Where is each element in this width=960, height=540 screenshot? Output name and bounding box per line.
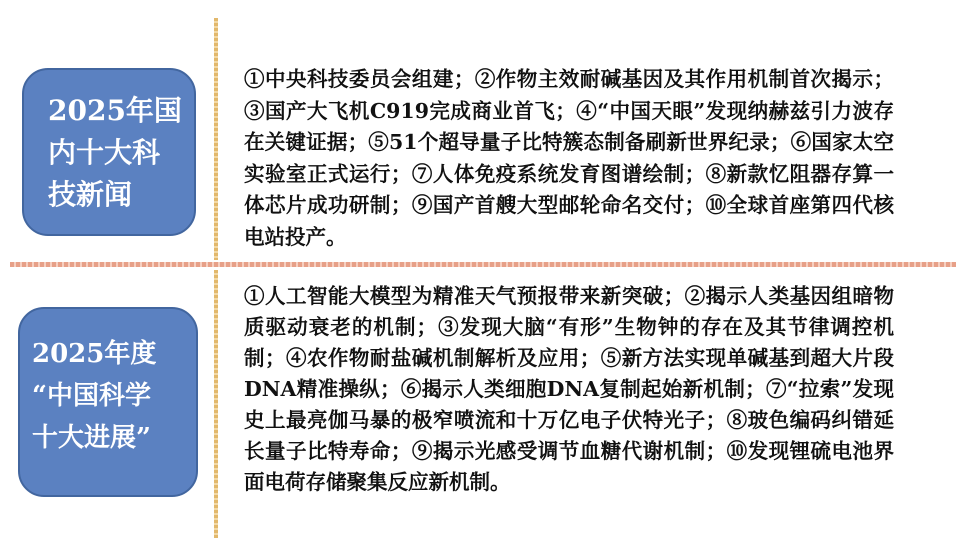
section2-title-box <box>18 307 198 497</box>
section2-title-line-2: “中国科学 <box>32 381 151 411</box>
section1-news-list: ①中央科技委员会组建；②作物主效耐碱基因及其作用机制首次揭示；③国产大飞机C919完成商业首飞；④“中国天眼”发现纳赫兹引力波存在关键证据；⑤51个超导量子比特簇态制备刷新世界纪录；⑥国家太空实验室正式运行；⑦人体免疫系统发育图谱绘制；⑧新款忆阻器存算一体芯片成功研制；⑨国产首艘大型邮轮命名交付；⑩全球首座第四代核电站投产。 <box>244 67 894 249</box>
section1-title-line-1: 2025年国 <box>48 94 182 127</box>
vertical-divider-bottom <box>214 270 218 538</box>
vertical-divider-top <box>214 18 218 260</box>
section2-title-line-3: 十大进展” <box>32 423 151 453</box>
section2-title-line-1: 2025年度 <box>32 339 157 369</box>
section1-title-line-3: 技新闻 <box>48 178 133 211</box>
horizontal-divider <box>10 262 956 267</box>
section1-title-box <box>22 68 196 236</box>
section2-progress-list: ①人工智能大模型为精准天气预报带来新突破；②揭示人类基因组暗物质驱动衰老的机制；③发现大脑“有形”生物钟的存在及其节律调控机制；④农作物耐盐碱机制解析及应用；⑤新方法实现单碱基到超大片段DNA精准操纵；⑥揭示人类细胞DNA复制起始新机制；⑦“拉索”发现史上最亮伽马暴的极窄喷流和十万亿电子伏特光子；⑧玻色编码纠错延长量子比特寿命；⑨揭示光感受调节血糖代谢机制；⑩发现锂硫电池界面电荷存储聚集反应新机制。 <box>244 284 894 494</box>
section1-title-line-2: 内十大科 <box>48 136 161 169</box>
